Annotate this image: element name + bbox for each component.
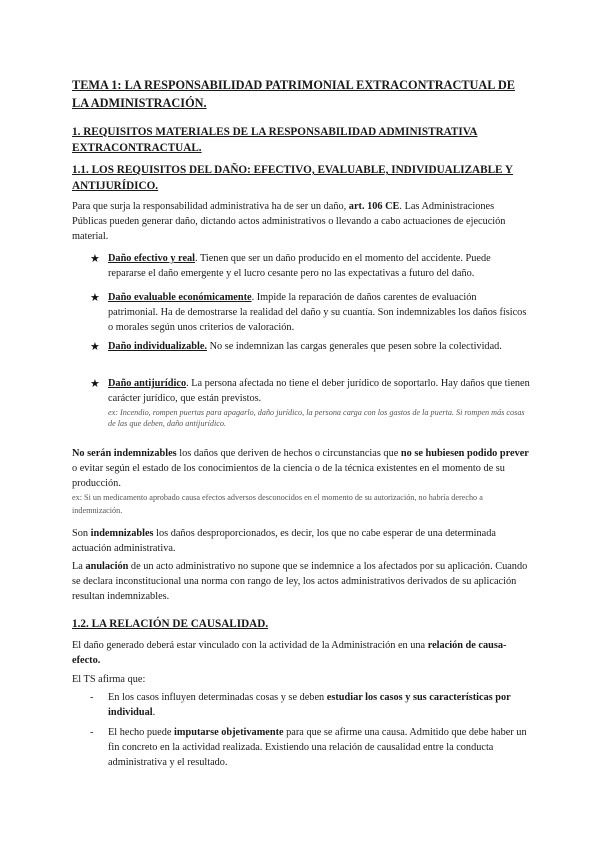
body-text: o evitar según el estado de los conocimientos de la ciencia o de la técnica existentes en el momento de su producción. [72,463,505,489]
list-item [108,251,524,281]
no-indemnizables-paragraph [72,446,532,491]
list-item [108,725,532,770]
list-item [108,339,518,354]
section-1-2-heading: 1.2. LA RELACIÓN DE CAUSALIDAD. [72,618,269,630]
body-text: El hecho puede [108,727,175,738]
list-item [108,690,530,720]
bullet-text: . Tienen que ser un daño producido en el momento del accidente. Puede repararse el daño emergente y el lucro cesante pero no las expectativas a futuro del daño. [108,253,491,279]
desproporcionados-paragraph [72,526,512,556]
body-text: los daños desproporcionados, es decir, los que no cabe esperar de una determinada actuación administrativa. [72,528,496,554]
emphasis-text: no se hubiesen podido prever [400,448,529,459]
bullet-term: Daño individualizable. [108,341,207,352]
causalidad-paragraph [72,638,530,668]
body-text: En los casos influyen determinadas cosas y se deben [108,692,327,703]
list-item [108,290,528,335]
body-text: La [72,561,86,572]
intro-paragraph [72,199,530,244]
bullet-text: . La persona afectada no tiene el deber jurídico de soportarlo. Hay daños que tienen carácter jurídico, que están previstos. [108,378,530,404]
section-1-heading: 1. REQUISITOS MATERIALES DE LA RESPONSABILIDAD ADMINISTRATIVA EXTRACONTRACTUAL. [72,126,478,154]
star-icon: ★ [90,291,100,304]
ts-intro: El TS afirma que: [72,674,146,685]
star-icon: ★ [90,340,100,353]
emphasis-text: imputarse objetivamente [174,727,284,738]
body-text: los daños que deriven de hechos o circunstancias que [176,448,401,459]
section-1-1-heading: 1.1. LOS REQUISITOS DEL DAÑO: EFECTIVO, EVALUABLE, INDIVIDUALIZABLE Y ANTIJURÍDICO. [72,164,513,192]
body-text: Son [72,528,91,539]
emphasis-text: No serán indemnizables [72,448,177,459]
page-title: TEMA 1: LA RESPONSABILIDAD PATRIMONIAL EXTRACONTRACTUAL DE LA ADMINISTRACIÓN. [72,78,515,110]
bullet-term: Daño evaluable económicamente [108,292,252,303]
dash-bullet: - [90,692,94,703]
emphasis-text: anulación [85,561,129,572]
intro-text: Para que surja la responsabilidad administrativa ha de ser un daño, [72,201,349,212]
star-icon: ★ [90,252,100,265]
body-text: El daño generado deberá estar vinculado con la actividad de la Administración en una [72,640,428,651]
bullet-text: No se indemnizan las cargas generales que pesen sobre la colectividad. [207,341,502,352]
intro-text-end: . Las Administraciones Públicas pueden generar daño, dictando actos administrativos o llevando a cabo actuaciones de ejecución material. [72,201,506,242]
emphasis-text: relación de causa-efecto. [72,640,507,666]
emphasis-text: estudiar los casos y sus características por individual [108,692,511,718]
bullet-text: . Impide la reparación de daños carentes de evaluación patrimonial. Ha de demostrarse la realidad del daño y su cuantía. Son indemnizables los daños físicos o morales según unos criterios de valoración. [108,292,527,333]
list-item [108,376,530,406]
star-icon: ★ [90,377,100,390]
dash-bullet: - [90,727,94,738]
no-indemnizables-example: ex: Si un medicamento aprobado causa efectos adversos desconocidos en el momento de su autorización, no habría derecho a indemnización. [72,493,483,515]
bullet-example: ex: Incendio, rompen puertas para apagarlo, daño jurídico, la persona carga con los gastos de la puerta. Si rompen más cosas de las que deben, daño antijurídico. [108,408,525,428]
bullet-term: Daño antijurídico [108,378,187,389]
body-text: . [152,707,156,718]
body-text: de un acto administrativo no supone que se indemnice a los afectados por su aplicación. Cuando se declara inconstitucional una norma con rango de ley, los actos administrativos derivados de su aplicación resultan indemnizables. [72,561,528,602]
anulacion-paragraph [72,559,528,604]
emphasis-text: indemnizables [90,528,154,539]
body-text: para que se afirme una causa. Admitido que debe haber un fin concreto en la actividad realizada. Existiendo una relación de causalidad entre la conducta administrativa y el resultado. [108,727,527,768]
intro-article-ref: art. 106 CE [348,201,400,212]
bullet-term: Daño efectivo y real [108,253,196,264]
